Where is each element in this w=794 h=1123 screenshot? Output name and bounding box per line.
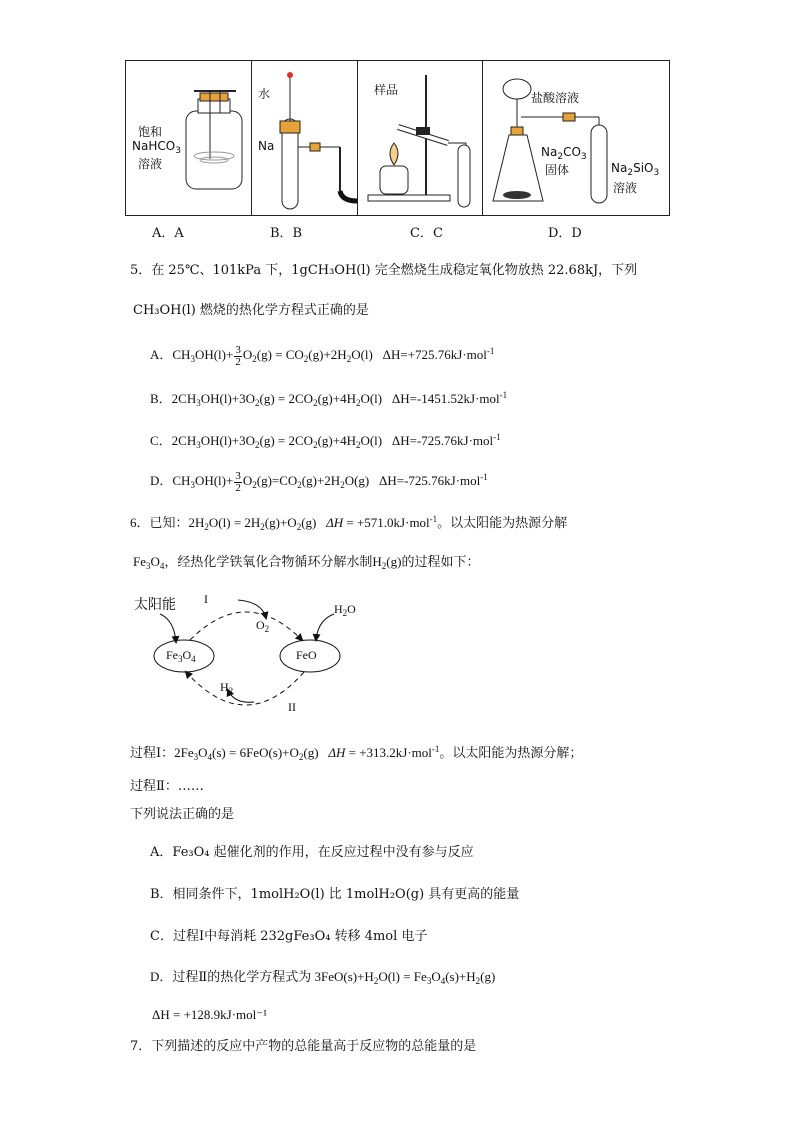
process-i-label: I [204, 592, 208, 606]
fe3o4-node: $Fe_3O_4$ [166, 648, 196, 664]
q6-option-a: A．Fe₃O₄ 起催化剂的作用，在反应过程中没有参与反应 [150, 845, 474, 860]
apparatus-panel-c [357, 60, 483, 216]
sodium-label: Na [258, 139, 275, 153]
flask-acid-illustration [483, 61, 669, 215]
solution-label: 溶液 [613, 181, 638, 195]
na2co3-label: $Na_2CO_3$ [541, 145, 587, 162]
apparatus-panel-b [251, 60, 358, 216]
option-d: D．D [548, 226, 582, 241]
q6-option-d-enthalpy: ΔH = +128.9kJ·mol⁻¹ [152, 1007, 268, 1022]
process-1-equation: 过程Ⅰ：$2Fe_3O_4(s) = 6FeO(s)+O_2(g) \Delta H = +313.2kJ\cdot mol^{-1}$。以太阳能为热源分解； [130, 744, 583, 762]
apparatus-panel-d [482, 60, 670, 216]
bottle-label-1: 饱和 [138, 125, 163, 139]
q6-stem-line2: $Fe_3O_4$，经热化学铁氧化合物循环分解水制$H_2(g)$的过程如下： [133, 554, 480, 571]
q5-option-b: B．$2CH_3OH(l)+3O_2(g) = 2CO_2(g)+4H_2O(l)$ ΔH=-1451.52kJ·mol$^{-1}$ [150, 390, 508, 408]
q6-option-b: B．相同条件下，1molH₂O(l) 比 1molH₂O(g) 具有更高的能量 [150, 887, 520, 902]
feo-node: FeO [296, 648, 317, 662]
process-2-text: 过程Ⅱ：…… [130, 779, 204, 794]
h2o-label: $H_2O$ [334, 602, 356, 618]
option-a: A．A [152, 226, 184, 241]
solid-label: 固体 [545, 163, 570, 177]
bottle-label-3: 溶液 [138, 157, 163, 171]
iron-oxide-cycle-diagram [128, 590, 368, 720]
solar-energy-label: 太阳能 [134, 597, 176, 613]
q5-option-d: D．$CH_3OH(l)+$ $\frac{3}{2}$ $O_2(g)=CO_2(g)+2H_2O(g)$ ΔH=-725.76kJ·mol$^{-1}$ [150, 469, 488, 494]
q6-stem-line1: 6．已知：$2H_2O(l) = 2H_2(g)+O_2(g) \Delta H = +571.0kJ\cdot mol^{-1}$。以太阳能为热源分解 [130, 514, 568, 532]
q5-stem-line2: CH₃OH(l) 燃烧的热化学方程式正确的是 [133, 303, 369, 318]
bottle-label-2: NaHCO$_3$ [132, 139, 181, 156]
q7-stem: 7．下列描述的反应中产物的总能量高于反应物的总能量的是 [130, 1039, 477, 1054]
water-label: 水 [258, 87, 271, 101]
q6-option-d: D．过程Ⅱ的热化学方程式为 $3FeO(s)+H_2O(l) = Fe_3O_4(s)+H_2(g)$ [150, 969, 496, 986]
acid-label: 盐酸溶液 [531, 91, 580, 105]
q5-option-a: A．$CH_3OH(l)+$ $\frac{3}{2}$ $O_2(g) = CO_2(g)+2H_2O(l)$ ΔH=+725.76kJ·mol$^{-1}$ [150, 343, 495, 368]
q5-option-c: C．$2CH_3OH(l)+3O_2(g) = 2CO_2(g)+4H_2O(l)$ ΔH=-725.76kJ·mol$^{-1}$ [150, 432, 501, 450]
h2-label: $H_2$ [220, 680, 234, 696]
na2sio3-label: $Na_2SiO_3$ [611, 161, 660, 178]
q5-stem-line1: 5．在 25℃、101kPa 下，1gCH₃OH(l) 完全燃烧生成稳定氧化物放热 22.68kJ，下列 [130, 263, 638, 278]
sample-label: 样品 [374, 83, 399, 97]
o2-label: $O_2$ [256, 618, 270, 634]
option-c: C．C [410, 226, 443, 241]
option-b: B．B [270, 226, 303, 241]
apparatus-panel-a [125, 60, 252, 216]
q6-question: 下列说法正确的是 [130, 807, 235, 822]
process-ii-label: II [288, 700, 296, 714]
q6-option-c: C．过程Ⅰ中每消耗 232gFe₃O₄ 转移 4mol 电子 [150, 929, 428, 944]
